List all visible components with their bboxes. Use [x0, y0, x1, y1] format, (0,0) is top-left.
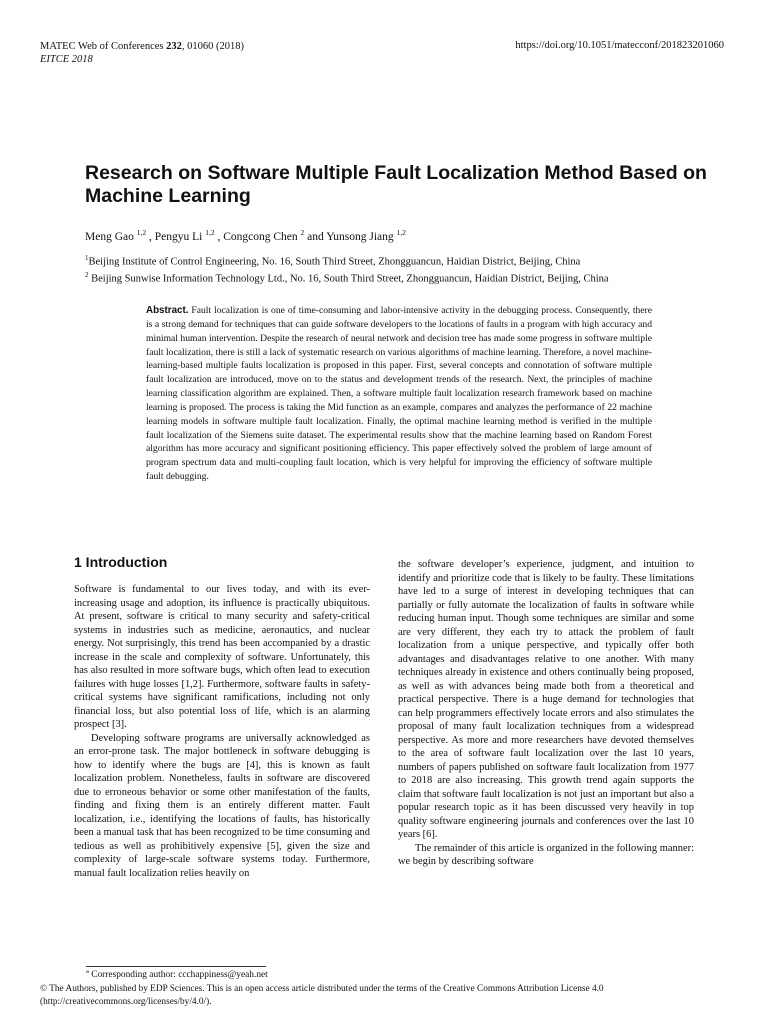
- author-affiliation-mark: 1,2: [396, 228, 406, 237]
- abstract-text: Fault localization is one of time-consuming and labor-intensive activity in the debugging process. Consequently, there is a strong demand for techniques that can guide software developers to the locations of faults in a program with high accuracy and minimal human intervention. Despite the research of neural network and decision tree has made some progress in software multiple fault localization, there is still a lack of systematic research on various algorithms of machine learning. Therefore, a novel machine-learning-based multiple faults localization is proposed in this paper. First, several concepts and connotation of software multiple fault localization are introduced, move on to the status and development trends of the research. Next, the principles of machine learning classification algorithm are explained. Then, a software multiple fault localization research framework based on machine learning is proposed. The process is taking the Mid function as an example, compares and analyzes the performance of 22 machine learning models in software multiple fault localization. Finally, the optimal machine learning method is verified in the multiple fault localization of the Siemens suite dataset. The experimental results show that the machine learning based on Random Forest algorithm has more accuracy and significant positioning efficiency. This paper effectively solved the problem of large amount of program spectrum data and multi-coupling fault location, which is very helpful for improving the efficiency of software multiple fault debugging.: [146, 305, 652, 483]
- conference-name: EITCE 2018: [40, 54, 93, 65]
- author-name: , Pengyu Li: [146, 230, 206, 243]
- body-paragraph: the software developer’s experience, judgment, and intuition to identify and prioritize code that is likely to be faulty. These limitations have led to a surge of interest in developing techniques that can partially or fully automate the localization of faults in software while reducing human input. Though some techniques are similar and some are very different, they each try to attack the problem of fault localization from a unique perspective, and typically offer both advantages and disadvantages relative to one another. With many techniques already in existence and others continually being proposed, as well as with advances being made both from a theoretical and practical perspective. There is a huge demand for technologies that can help programmers effectively locate errors and also stimulates the proposal of many fault localization techniques from a widespread perspective. As more and more researchers have devoted themselves to the area of software fault localization over the last 10 years, numbers of papers published on software fault localization from 1977 to 2018 are also increasing. This growth trend again supports the claim that software fault localization is not just an important but also a popular research topic as it has been discussed very heavily in top quality software engineering journals and conferences over the last 10 years [6].: [398, 559, 694, 841]
- affiliations: [85, 252, 609, 286]
- affiliation-line: $^1$Beijing Institute of Control Engineering, No. 16, South Third Street, Zhongguancun, Haidian District, Beijing, China: [85, 254, 581, 268]
- journal-citation: MATEC Web of Conferences 232, 01060 (2018): [40, 41, 244, 52]
- author-name: and Yunsong Jiang: [304, 230, 397, 243]
- body-paragraph: Software is fundamental to our lives today, and with its ever-increasing usage and adoption, its influence is practically ubiquitous. At present, software is critical to many security and safety-critical systems in industries such as medicine, aeronautics, and nuclear energy. Not surprisingly, this trend has been accompanied by a drastic increase in the scale and complexity of software. Unfortunately, this has also resulted in more software bugs, which often lead to execution failures with huge losses [1,2]. Furthermore, software faults in safety-critical systems have significant ramifications, including not only financial loss, but also potential loss of life, which is an alarming prospect [3].: [74, 584, 370, 731]
- corresponding-author: Corresponding author: ccchappiness@yeah.net: [88, 970, 268, 981]
- footnote: [86, 968, 268, 980]
- body-paragraph: Developing software programs are universally acknowledged as an error-prone task. The major bottleneck in software debugging is how to identify where the bugs are [4], this is known as fault localization problem. Nonetheless, faults in software are discovered due to erroneous behavior or some other manifestation of the faults, finding and fixing them is an entirely different matter. Fault localization, i.e., identifying the locations of faults, has historically been a manual task that has been recognized to be time consuming and tedious as well as prohibitively expensive [5], given the size and complexity of large-scale software systems today. Furthermore, manual fault localization relies heavily on: [74, 732, 370, 879]
- doi-link[interactable]: https://doi.org/10.1051/matecconf/201823201060: [515, 40, 724, 51]
- right-column: [398, 558, 694, 869]
- author-affiliation-mark: 1,2: [205, 228, 215, 237]
- footnote-divider: [86, 966, 266, 967]
- abstract: [146, 304, 652, 484]
- running-header-left: [40, 40, 244, 66]
- author-affiliation-mark: 1,2: [136, 228, 147, 237]
- license-notice: © The Authors, published by EDP Sciences. This is an open access article distributed under the terms of the Creative Commons Attribution License 4.0 (http://creativecommons.org/licenses/by/4.0/).: [40, 984, 604, 1007]
- section-heading: 1 Introduction: [74, 554, 168, 570]
- author-affiliation-mark: 2: [300, 228, 305, 237]
- abstract-label: Abstract.: [146, 305, 189, 316]
- paper-title: Research on Software Multiple Fault Localization Method Based on Machine Learning: [85, 162, 707, 207]
- author-name: , Congcong Chen: [214, 230, 301, 243]
- left-column: [74, 554, 370, 880]
- affiliation-line: $^2$ Beijing Sunwise Information Technology Ltd., No. 16, South Third Street, Zhongguancun, Haidian District, Beijing, China: [85, 270, 609, 285]
- author-list: [85, 228, 406, 243]
- journal-volume: 232: [166, 41, 182, 52]
- footnote-mark: a: [86, 968, 89, 975]
- author-name: Meng Gao: [85, 230, 137, 243]
- body-paragraph: The remainder of this article is organized in the following manner: we begin by describing software: [398, 842, 694, 868]
